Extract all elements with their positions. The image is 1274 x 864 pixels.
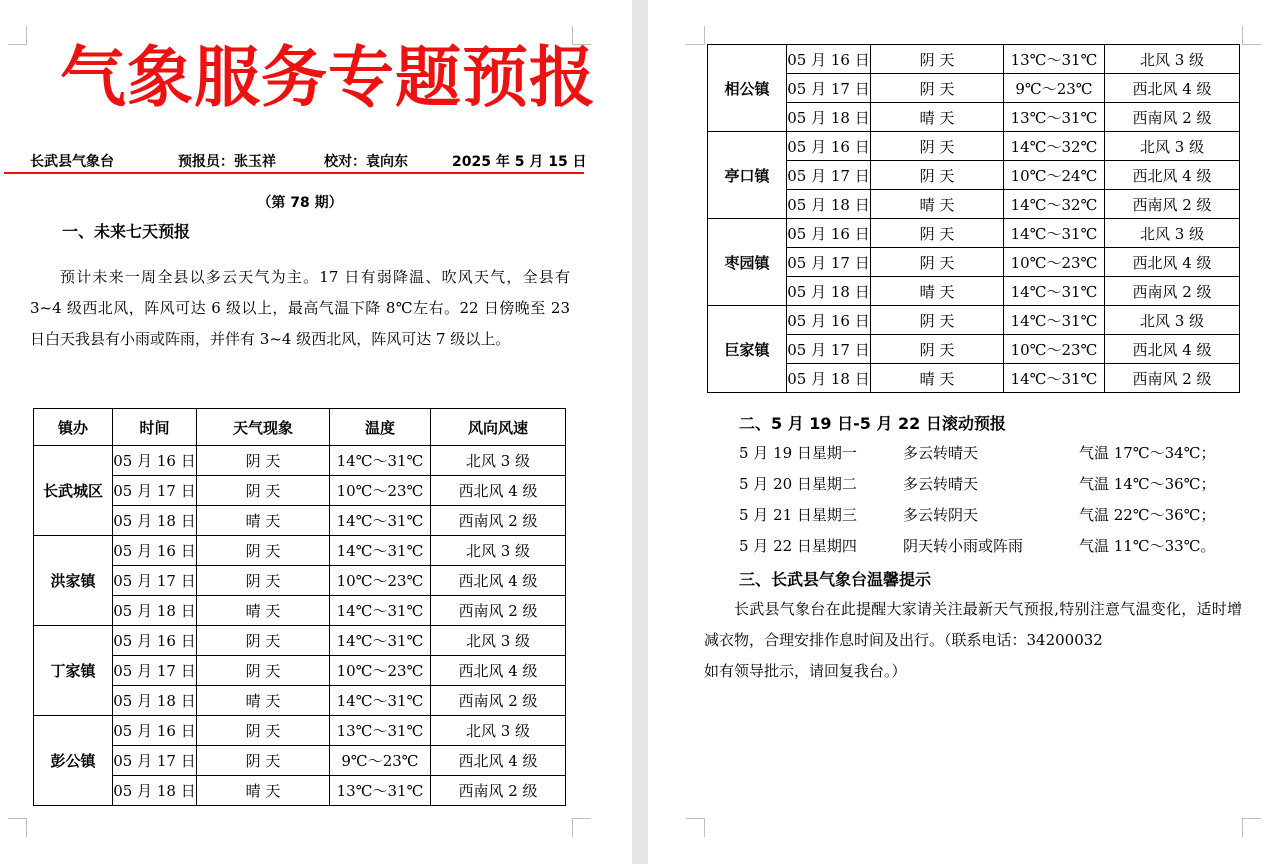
time-cell: 05 月 17 日	[113, 746, 197, 776]
rolling-day: 5 月 19 日星期一	[739, 444, 857, 462]
time-cell: 05 月 18 日	[787, 364, 871, 393]
rolling-day: 5 月 21 日星期三	[739, 506, 857, 524]
tips-text: 长武县气象台在此提醒大家请关注最新天气预报,特别注意气温变化，适时增减衣物，合理安排作息时间及出行。（联系电话：34200032	[704, 600, 1242, 649]
time-cell: 05 月 16 日	[787, 132, 871, 161]
tips-paragraph	[704, 594, 1242, 687]
corner-mark	[686, 26, 705, 45]
temp-cell: 10℃～23℃	[330, 476, 431, 506]
weather-cell: 阴 天	[871, 219, 1004, 248]
temp-cell: 10℃～23℃	[1004, 335, 1105, 364]
weather-cell: 阴 天	[871, 306, 1004, 335]
table-row	[708, 248, 1240, 277]
weather-cell: 晴 天	[871, 190, 1004, 219]
wind-cell: 西北风 4 级	[431, 746, 566, 776]
town-name-cell: 巨家镇	[708, 306, 787, 393]
column-header: 镇办	[34, 409, 113, 446]
rolling-day: 5 月 20 日星期二	[739, 475, 857, 493]
weather-cell: 阴 天	[197, 626, 330, 656]
weather-cell: 阴 天	[197, 476, 330, 506]
time-cell: 05 月 17 日	[787, 248, 871, 277]
section-1-title: 一、未来七天预报	[62, 222, 191, 241]
temp-cell: 14℃～32℃	[1004, 132, 1105, 161]
table-row	[708, 45, 1240, 74]
temp-cell: 9℃～23℃	[330, 746, 431, 776]
wind-cell: 西南风 2 级	[431, 506, 566, 536]
time-cell: 05 月 16 日	[113, 536, 197, 566]
table-row	[708, 335, 1240, 364]
temp-cell: 13℃～31℃	[330, 716, 431, 746]
red-rule	[4, 172, 584, 174]
corner-mark	[572, 818, 591, 837]
time-cell: 05 月 16 日	[787, 219, 871, 248]
time-cell: 05 月 17 日	[787, 335, 871, 364]
table-row	[708, 277, 1240, 306]
time-cell: 05 月 18 日	[113, 686, 197, 716]
page-gutter	[632, 0, 648, 864]
temp-cell: 9℃～23℃	[1004, 74, 1105, 103]
temp-cell: 14℃～31℃	[330, 686, 431, 716]
weather-cell: 阴 天	[871, 45, 1004, 74]
table-row	[34, 746, 566, 776]
masthead-title: 气象服务专题预报	[60, 39, 596, 116]
wind-cell: 北风 3 级	[1105, 45, 1240, 74]
temp-cell: 14℃～31℃	[1004, 364, 1105, 393]
table-header-row	[34, 409, 566, 446]
town-name-cell: 相公镇	[708, 45, 787, 132]
issue-date: 2025 年 5 月 15 日	[452, 154, 587, 170]
time-cell: 05 月 17 日	[113, 566, 197, 596]
wind-cell: 西北风 4 级	[431, 656, 566, 686]
wind-cell: 北风 3 级	[1105, 306, 1240, 335]
wind-cell: 西北风 4 级	[1105, 335, 1240, 364]
table-row	[34, 446, 566, 476]
time-cell: 05 月 18 日	[113, 596, 197, 626]
table-row	[34, 476, 566, 506]
table-row	[34, 566, 566, 596]
time-cell: 05 月 17 日	[787, 161, 871, 190]
town-name-cell: 长武城区	[34, 446, 113, 536]
column-header: 天气现象	[197, 409, 330, 446]
temp-cell: 14℃～31℃	[330, 446, 431, 476]
weather-cell: 阴 天	[197, 536, 330, 566]
time-cell: 05 月 18 日	[787, 190, 871, 219]
weather-cell: 晴 天	[871, 277, 1004, 306]
wind-cell: 北风 3 级	[431, 626, 566, 656]
corner-mark	[8, 818, 27, 837]
table-row	[708, 219, 1240, 248]
column-header: 风向风速	[431, 409, 566, 446]
forecaster: 预报员：张玉祥	[178, 154, 276, 170]
temp-cell: 10℃～23℃	[330, 566, 431, 596]
weather-cell: 阴 天	[197, 446, 330, 476]
town-name-cell: 枣园镇	[708, 219, 787, 306]
town-name-cell: 彭公镇	[34, 716, 113, 806]
weather-cell: 阴 天	[197, 566, 330, 596]
temp-cell: 13℃～31℃	[330, 776, 431, 806]
table-row	[708, 132, 1240, 161]
wind-cell: 北风 3 级	[431, 446, 566, 476]
weather-cell: 阴 天	[871, 335, 1004, 364]
table-row	[34, 536, 566, 566]
temp-cell: 13℃～31℃	[1004, 103, 1105, 132]
weather-cell: 阴 天	[197, 716, 330, 746]
weather-cell: 晴 天	[197, 506, 330, 536]
rolling-temp: 气温 22℃～36℃；	[1079, 506, 1216, 524]
time-cell: 05 月 17 日	[113, 656, 197, 686]
section-2-title: 二、5 月 19 日-5 月 22 日滚动预报	[739, 414, 1006, 433]
time-cell: 05 月 17 日	[113, 476, 197, 506]
rolling-day: 5 月 22 日星期四	[739, 537, 857, 555]
wind-cell: 西南风 2 级	[431, 776, 566, 806]
time-cell: 05 月 16 日	[113, 446, 197, 476]
station-name: 长武县气象台	[30, 154, 114, 170]
time-cell: 05 月 16 日	[787, 306, 871, 335]
table-row	[34, 596, 566, 626]
time-cell: 05 月 16 日	[113, 626, 197, 656]
temp-cell: 14℃～31℃	[1004, 219, 1105, 248]
forecast-table	[33, 408, 566, 806]
proofreader: 校对：袁向东	[324, 154, 408, 170]
rolling-weather: 多云转晴天	[903, 444, 979, 462]
rolling-weather: 多云转晴天	[903, 475, 979, 493]
corner-mark	[1242, 26, 1261, 45]
weather-cell: 晴 天	[197, 776, 330, 806]
time-cell: 05 月 17 日	[787, 74, 871, 103]
time-cell: 05 月 18 日	[113, 776, 197, 806]
corner-mark	[8, 26, 27, 45]
wind-cell: 西南风 2 级	[1105, 103, 1240, 132]
wind-cell: 西南风 2 级	[1105, 364, 1240, 393]
time-cell: 05 月 16 日	[113, 716, 197, 746]
wind-cell: 西北风 4 级	[431, 566, 566, 596]
wind-cell: 北风 3 级	[1105, 132, 1240, 161]
weather-cell: 阴 天	[871, 248, 1004, 277]
wind-cell: 西南风 2 级	[431, 686, 566, 716]
issue-number: （第 78 期）	[257, 195, 343, 211]
rolling-weather: 阴天转小雨或阵雨	[903, 537, 1024, 555]
rolling-temp: 气温 14℃～36℃；	[1079, 475, 1216, 493]
table-row	[708, 74, 1240, 103]
column-header: 时间	[113, 409, 197, 446]
forecast-table-continued	[707, 44, 1240, 393]
weather-cell: 晴 天	[871, 364, 1004, 393]
town-name-cell: 亭口镇	[708, 132, 787, 219]
table-row	[34, 716, 566, 746]
time-cell: 05 月 18 日	[787, 277, 871, 306]
wind-cell: 北风 3 级	[431, 536, 566, 566]
weather-cell: 阴 天	[871, 74, 1004, 103]
wind-cell: 西北风 4 级	[431, 476, 566, 506]
section-3-title: 三、长武县气象台温馨提示	[739, 570, 932, 589]
rolling-weather: 多云转阴天	[903, 506, 979, 524]
time-cell: 05 月 18 日	[113, 506, 197, 536]
wind-cell: 西南风 2 级	[431, 596, 566, 626]
table-row	[708, 161, 1240, 190]
document-page-1	[0, 0, 632, 864]
temp-cell: 14℃～31℃	[1004, 306, 1105, 335]
table-row	[34, 656, 566, 686]
rolling-temp: 气温 17℃～34℃；	[1079, 444, 1216, 462]
wind-cell: 北风 3 级	[1105, 219, 1240, 248]
town-name-cell: 丁家镇	[34, 626, 113, 716]
temp-cell: 10℃～24℃	[1004, 161, 1105, 190]
rolling-temp: 气温 11℃～33℃。	[1079, 537, 1216, 555]
table-row	[708, 364, 1240, 393]
table-row	[34, 686, 566, 716]
table-row	[708, 103, 1240, 132]
forecast-text: 预计未来一周全县以多云天气为主。17 日有弱降温、吹风天气，全县有 3~4 级西北风，阵风可达 6 级以上，最高气温下降 8℃左右。22 日傍晚至 23 日白天我县有小雨或阵雨，并伴有 3~4 级西北风，阵风可达 7 级以上。	[30, 268, 570, 348]
table-row	[708, 190, 1240, 219]
wind-cell: 西北风 4 级	[1105, 74, 1240, 103]
temp-cell: 10℃～23℃	[1004, 248, 1105, 277]
corner-mark	[686, 818, 705, 837]
table-row	[34, 776, 566, 806]
weather-cell: 阴 天	[871, 132, 1004, 161]
table-row	[34, 626, 566, 656]
weather-cell: 阴 天	[871, 161, 1004, 190]
table-row	[34, 506, 566, 536]
tips-extra: 如有领导批示，请回复我台。）	[704, 662, 907, 680]
wind-cell: 北风 3 级	[431, 716, 566, 746]
weather-cell: 晴 天	[197, 596, 330, 626]
temp-cell: 14℃～31℃	[330, 626, 431, 656]
temp-cell: 14℃～31℃	[1004, 277, 1105, 306]
temp-cell: 10℃～23℃	[330, 656, 431, 686]
column-header: 温度	[330, 409, 431, 446]
temp-cell: 14℃～31℃	[330, 506, 431, 536]
table-row	[708, 306, 1240, 335]
weather-cell: 晴 天	[197, 686, 330, 716]
town-name-cell: 洪家镇	[34, 536, 113, 626]
temp-cell: 14℃～31℃	[330, 596, 431, 626]
wind-cell: 西南风 2 级	[1105, 277, 1240, 306]
forecast-paragraph	[30, 262, 570, 355]
temp-cell: 13℃～31℃	[1004, 45, 1105, 74]
wind-cell: 西北风 4 级	[1105, 161, 1240, 190]
time-cell: 05 月 16 日	[787, 45, 871, 74]
wind-cell: 西北风 4 级	[1105, 248, 1240, 277]
temp-cell: 14℃～31℃	[330, 536, 431, 566]
weather-cell: 阴 天	[197, 746, 330, 776]
corner-mark	[1242, 818, 1261, 837]
wind-cell: 西南风 2 级	[1105, 190, 1240, 219]
weather-cell: 晴 天	[871, 103, 1004, 132]
weather-cell: 阴 天	[197, 656, 330, 686]
temp-cell: 14℃～32℃	[1004, 190, 1105, 219]
time-cell: 05 月 18 日	[787, 103, 871, 132]
